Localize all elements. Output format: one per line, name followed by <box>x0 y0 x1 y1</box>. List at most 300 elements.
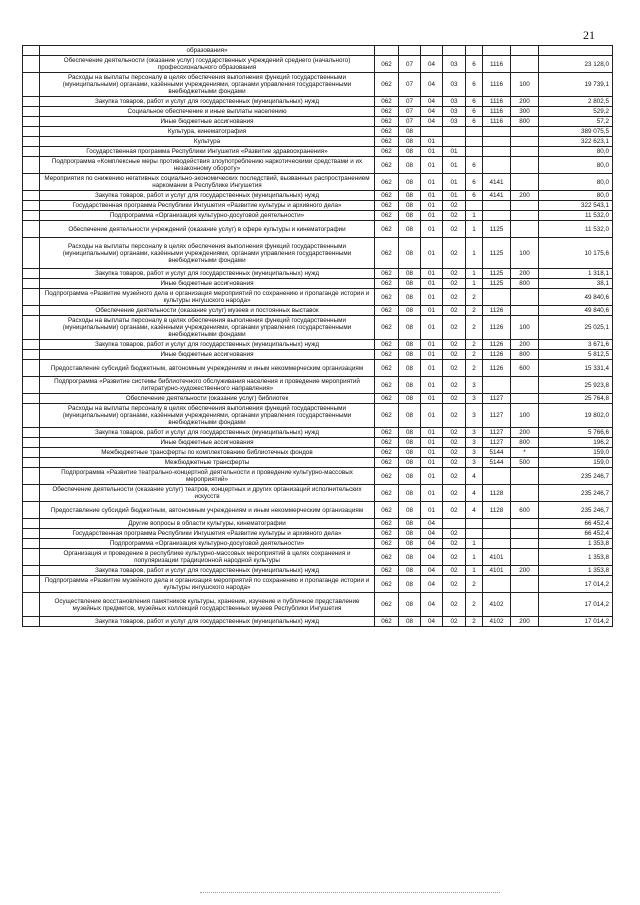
row-margin-cell <box>23 340 40 350</box>
expense-type-code-cell <box>511 289 539 306</box>
amount-cell <box>539 46 613 56</box>
subsection-code-cell: 04 <box>421 576 443 593</box>
table-row <box>23 428 613 438</box>
ministry-code-cell: 062 <box>375 360 399 377</box>
ministry-code-cell: 062 <box>375 458 399 468</box>
subprogram-code-cell: 1 <box>466 539 483 549</box>
row-name-cell: Иные бюджетные ассигнования <box>40 350 375 360</box>
ministry-code-cell: 062 <box>375 438 399 448</box>
program-code-cell: 03 <box>443 56 466 73</box>
section-code-cell: 08 <box>399 502 421 519</box>
table-row <box>23 107 613 117</box>
footer-dotted-line <box>200 892 500 893</box>
section-code-cell: 08 <box>399 269 421 279</box>
subprogram-code-cell: 2 <box>466 576 483 593</box>
table-row <box>23 458 613 468</box>
subprogram-code-cell: 3 <box>466 438 483 448</box>
target-code-cell <box>483 529 511 539</box>
target-code-cell: 4101 <box>483 549 511 566</box>
subprogram-code-cell: 3 <box>466 394 483 404</box>
subsection-code-cell: 01 <box>421 306 443 316</box>
expense-type-code-cell <box>511 211 539 221</box>
row-name-cell: Закупка товаров, работ и услуг для государственных (муниципальных) нужд <box>40 269 375 279</box>
row-name-cell: Межбюджетные трансферты по комплектованию библиотечных фондов <box>40 448 375 458</box>
program-code-cell: 01 <box>443 174 466 191</box>
program-code-cell: 03 <box>443 107 466 117</box>
subprogram-code-cell: 1 <box>466 279 483 289</box>
table-row <box>23 519 613 529</box>
row-margin-cell <box>23 566 40 576</box>
ministry-code-cell: 062 <box>375 279 399 289</box>
ministry-code-cell: 062 <box>375 137 399 147</box>
row-margin-cell <box>23 117 40 127</box>
row-margin-cell <box>23 617 40 627</box>
section-code-cell: 07 <box>399 117 421 127</box>
amount-cell: 25 923,8 <box>539 377 613 394</box>
amount-cell: 80,0 <box>539 191 613 201</box>
target-code-cell <box>483 147 511 157</box>
section-code-cell: 08 <box>399 438 421 448</box>
row-name-cell: Мероприятия по снижению негативных социально-экономических последствий, вызванных распространением наркомании в Республике Ингушетия <box>40 174 375 191</box>
subprogram-code-cell: 1 <box>466 211 483 221</box>
ministry-code-cell: 062 <box>375 56 399 73</box>
table-row <box>23 157 613 174</box>
target-code-cell: 1126 <box>483 350 511 360</box>
amount-cell: 23 128,0 <box>539 56 613 73</box>
ministry-code-cell: 062 <box>375 238 399 269</box>
subprogram-code-cell: 6 <box>466 157 483 174</box>
expense-type-code-cell <box>511 539 539 549</box>
expense-type-code-cell <box>511 529 539 539</box>
subsection-code-cell: 01 <box>421 428 443 438</box>
row-margin-cell <box>23 404 40 428</box>
table-row <box>23 289 613 306</box>
expense-type-code-cell: 100 <box>511 316 539 340</box>
amount-cell: 389 075,5 <box>539 127 613 137</box>
section-code-cell: 08 <box>399 458 421 468</box>
target-code-cell: 1128 <box>483 485 511 502</box>
section-code-cell: 07 <box>399 73 421 97</box>
program-code-cell: 02 <box>443 221 466 238</box>
program-code-cell: 02 <box>443 485 466 502</box>
expense-type-code-cell: 300 <box>511 107 539 117</box>
section-code-cell: 08 <box>399 377 421 394</box>
row-margin-cell <box>23 360 40 377</box>
expense-type-code-cell <box>511 519 539 529</box>
amount-cell: 235 246,7 <box>539 485 613 502</box>
table-row <box>23 539 613 549</box>
program-code-cell: 02 <box>443 539 466 549</box>
table-row <box>23 340 613 350</box>
section-code-cell: 08 <box>399 316 421 340</box>
subprogram-code-cell: 4 <box>466 485 483 502</box>
target-code-cell <box>483 539 511 549</box>
target-code-cell: 4141 <box>483 174 511 191</box>
section-code-cell: 08 <box>399 549 421 566</box>
target-code-cell: 1116 <box>483 117 511 127</box>
target-code-cell: 1126 <box>483 306 511 316</box>
subsection-code-cell: 01 <box>421 157 443 174</box>
target-code-cell: 1126 <box>483 316 511 340</box>
expense-type-code-cell: 600 <box>511 360 539 377</box>
amount-cell: 235 246,7 <box>539 502 613 519</box>
expense-type-code-cell <box>511 394 539 404</box>
subprogram-code-cell: 3 <box>466 377 483 394</box>
target-code-cell: 5144 <box>483 458 511 468</box>
row-name-cell: Иные бюджетные ассигнования <box>40 438 375 448</box>
amount-cell: 5 766,6 <box>539 428 613 438</box>
table-row <box>23 127 613 137</box>
ministry-code-cell: 062 <box>375 289 399 306</box>
target-code-cell <box>483 127 511 137</box>
row-name-cell: Закупка товаров, работ и услуг для государственных (муниципальных) нужд <box>40 428 375 438</box>
amount-cell: 322 543,1 <box>539 201 613 211</box>
subprogram-code-cell: 3 <box>466 428 483 438</box>
section-code-cell: 08 <box>399 201 421 211</box>
target-code-cell: 4101 <box>483 566 511 576</box>
target-code-cell: 1125 <box>483 238 511 269</box>
subsection-code-cell: 01 <box>421 360 443 377</box>
row-margin-cell <box>23 468 40 485</box>
section-code-cell: 08 <box>399 340 421 350</box>
row-name-cell: Иные бюджетные ассигнования <box>40 117 375 127</box>
table-row <box>23 438 613 448</box>
section-code-cell: 08 <box>399 127 421 137</box>
subsection-code-cell: 01 <box>421 404 443 428</box>
row-margin-cell <box>23 73 40 97</box>
table-row <box>23 350 613 360</box>
program-code-cell: 02 <box>443 360 466 377</box>
target-code-cell: 1116 <box>483 97 511 107</box>
section-code-cell: 07 <box>399 97 421 107</box>
subprogram-code-cell: 2 <box>466 340 483 350</box>
row-margin-cell <box>23 458 40 468</box>
section-code-cell: 08 <box>399 566 421 576</box>
program-code-cell: 02 <box>443 617 466 627</box>
subsection-code-cell: 04 <box>421 593 443 617</box>
expense-type-code-cell <box>511 221 539 238</box>
program-code-cell: 02 <box>443 428 466 438</box>
target-code-cell: 1126 <box>483 340 511 350</box>
expense-type-code-cell: 500 <box>511 458 539 468</box>
target-code-cell <box>483 211 511 221</box>
program-code-cell: 02 <box>443 211 466 221</box>
expense-type-code-cell <box>511 174 539 191</box>
ministry-code-cell: 062 <box>375 211 399 221</box>
ministry-code-cell: 062 <box>375 269 399 279</box>
section-code-cell: 07 <box>399 56 421 73</box>
subprogram-code-cell: 2 <box>466 593 483 617</box>
section-code-cell: 08 <box>399 306 421 316</box>
amount-cell: 17 014,2 <box>539 593 613 617</box>
subprogram-code-cell: 1 <box>466 238 483 269</box>
section-code-cell: 08 <box>399 576 421 593</box>
ministry-code-cell: 062 <box>375 448 399 458</box>
row-margin-cell <box>23 438 40 448</box>
row-margin-cell <box>23 269 40 279</box>
table-row <box>23 147 613 157</box>
row-name-cell: Обеспечение деятельности (оказание услуг) музеев и постоянных выставок <box>40 306 375 316</box>
target-code-cell: 1116 <box>483 56 511 73</box>
amount-cell: 19 739,1 <box>539 73 613 97</box>
section-code-cell: 08 <box>399 394 421 404</box>
row-name-cell: Подпрограмма «Развитие музейного дела и организация мероприятий по сохранению и пропаганде истории и культуры ингушского народа» <box>40 289 375 306</box>
subsection-code-cell: 04 <box>421 529 443 539</box>
program-code-cell: 02 <box>443 238 466 269</box>
subprogram-code-cell: 2 <box>466 306 483 316</box>
row-margin-cell <box>23 201 40 211</box>
target-code-cell: 4102 <box>483 617 511 627</box>
ministry-code-cell: 062 <box>375 174 399 191</box>
row-name-cell: Расходы на выплаты персоналу в целях обеспечения выполнения функций государственными (муниципальными) органами, казёнными учреждениями, органами управления государственными внебюджетными фондами <box>40 316 375 340</box>
subprogram-code-cell: 2 <box>466 289 483 306</box>
ministry-code-cell: 062 <box>375 519 399 529</box>
section-code-cell: 08 <box>399 468 421 485</box>
amount-cell: 529,2 <box>539 107 613 117</box>
subprogram-code-cell: 6 <box>466 73 483 97</box>
row-margin-cell <box>23 107 40 117</box>
row-name-cell: Государственная программа Республики Ингушетия «Развитие культуры и архивного дела» <box>40 201 375 211</box>
ministry-code-cell: 062 <box>375 306 399 316</box>
expense-type-code-cell <box>511 377 539 394</box>
row-margin-cell <box>23 316 40 340</box>
subsection-code-cell: 01 <box>421 468 443 485</box>
ministry-code-cell: 062 <box>375 502 399 519</box>
ministry-code-cell: 062 <box>375 117 399 127</box>
ministry-code-cell: 062 <box>375 340 399 350</box>
row-name-cell: Подпрограмма «Развитие театрально-концертной деятельности и проведение культурно-массовых мероприятий» <box>40 468 375 485</box>
subsection-code-cell: 01 <box>421 340 443 350</box>
subprogram-code-cell: 2 <box>466 617 483 627</box>
row-margin-cell <box>23 147 40 157</box>
expense-type-code-cell <box>511 485 539 502</box>
row-name-cell: Подпрограмма «Развитие музейного дела и организация мероприятий по сохранению и пропаганде истории и культуры ингушского народа» <box>40 576 375 593</box>
section-code-cell: 08 <box>399 539 421 549</box>
program-code-cell: 03 <box>443 97 466 107</box>
table-row <box>23 404 613 428</box>
table-row <box>23 97 613 107</box>
row-margin-cell <box>23 56 40 73</box>
program-code-cell <box>443 519 466 529</box>
expense-type-code-cell <box>511 306 539 316</box>
subprogram-code-cell: 6 <box>466 174 483 191</box>
subsection-code-cell: 01 <box>421 438 443 448</box>
table-row <box>23 549 613 566</box>
expense-type-code-cell: 200 <box>511 566 539 576</box>
subsection-code-cell: 01 <box>421 201 443 211</box>
program-code-cell: 02 <box>443 502 466 519</box>
table-row <box>23 306 613 316</box>
budget-table-body <box>23 46 613 627</box>
target-code-cell: 1128 <box>483 502 511 519</box>
amount-cell: 80,0 <box>539 147 613 157</box>
program-code-cell <box>443 137 466 147</box>
table-row <box>23 46 613 56</box>
row-name-cell: Обеспечение деятельности учреждений (оказание услуг) в сфере культуры и кинематографии <box>40 221 375 238</box>
table-row <box>23 360 613 377</box>
subprogram-code-cell <box>466 529 483 539</box>
expense-type-code-cell <box>511 157 539 174</box>
amount-cell: 11 532,0 <box>539 211 613 221</box>
program-code-cell: 02 <box>443 306 466 316</box>
expense-type-code-cell: 200 <box>511 97 539 107</box>
subprogram-code-cell: 3 <box>466 458 483 468</box>
subsection-code-cell: 04 <box>421 617 443 627</box>
subsection-code-cell: 01 <box>421 316 443 340</box>
target-code-cell <box>483 377 511 394</box>
program-code-cell: 02 <box>443 566 466 576</box>
program-code-cell: 03 <box>443 73 466 97</box>
target-code-cell <box>483 519 511 529</box>
section-code-cell: 07 <box>399 107 421 117</box>
subsection-code-cell: 04 <box>421 97 443 107</box>
ministry-code-cell: 062 <box>375 316 399 340</box>
table-row <box>23 316 613 340</box>
target-code-cell: 1125 <box>483 279 511 289</box>
subsection-code-cell: 04 <box>421 107 443 117</box>
section-code-cell: 08 <box>399 174 421 191</box>
amount-cell: 159,0 <box>539 458 613 468</box>
subsection-code-cell: 01 <box>421 502 443 519</box>
row-name-cell: Государственная программа Республики Ингушетия «Развитие культуры и архивного дела» <box>40 529 375 539</box>
target-code-cell: 1127 <box>483 404 511 428</box>
expense-type-code-cell: 800 <box>511 350 539 360</box>
program-code-cell: 01 <box>443 147 466 157</box>
amount-cell: 196,2 <box>539 438 613 448</box>
ministry-code-cell: 062 <box>375 191 399 201</box>
table-row <box>23 279 613 289</box>
target-code-cell: 1116 <box>483 107 511 117</box>
subsection-code-cell: 01 <box>421 485 443 502</box>
expense-type-code-cell <box>511 56 539 73</box>
section-code-cell: 08 <box>399 279 421 289</box>
table-row <box>23 117 613 127</box>
expense-type-code-cell: 800 <box>511 438 539 448</box>
table-row <box>23 448 613 458</box>
row-name-cell: Расходы на выплаты персоналу в целях обеспечения выполнения функций государственными (муниципальными) органами, казёнными учреждениями, органами управления государственными внебюджетными фондами <box>40 404 375 428</box>
amount-cell: 1 353,8 <box>539 566 613 576</box>
program-code-cell <box>443 46 466 56</box>
table-row <box>23 576 613 593</box>
amount-cell: 1 318,1 <box>539 269 613 279</box>
program-code-cell <box>443 127 466 137</box>
section-code-cell: 08 <box>399 529 421 539</box>
expense-type-code-cell: 200 <box>511 269 539 279</box>
row-name-cell: Подпрограмма «Комплексные меры противодействия злоупотреблению наркотическими средствами и их незаконному обороту» <box>40 157 375 174</box>
table-row <box>23 394 613 404</box>
subsection-code-cell: 04 <box>421 117 443 127</box>
expense-type-code-cell: 100 <box>511 73 539 97</box>
amount-cell: 17 014,2 <box>539 576 613 593</box>
section-code-cell: 08 <box>399 485 421 502</box>
subsection-code-cell: 01 <box>421 269 443 279</box>
amount-cell: 2 802,5 <box>539 97 613 107</box>
program-code-cell: 02 <box>443 438 466 448</box>
subprogram-code-cell: 1 <box>466 566 483 576</box>
expense-type-code-cell <box>511 468 539 485</box>
expense-type-code-cell: 200 <box>511 428 539 438</box>
section-code-cell: 08 <box>399 221 421 238</box>
program-code-cell: 02 <box>443 269 466 279</box>
ministry-code-cell: 062 <box>375 127 399 137</box>
ministry-code-cell: 062 <box>375 107 399 117</box>
table-row <box>23 201 613 211</box>
section-code-cell: 08 <box>399 519 421 529</box>
table-row <box>23 191 613 201</box>
row-name-cell: Закупка товаров, работ и услуг для государственных (муниципальных) нужд <box>40 617 375 627</box>
subprogram-code-cell: 2 <box>466 316 483 340</box>
subprogram-code-cell <box>466 201 483 211</box>
program-code-cell: 03 <box>443 117 466 127</box>
row-margin-cell <box>23 127 40 137</box>
row-name-cell: образования» <box>40 46 375 56</box>
program-code-cell: 02 <box>443 529 466 539</box>
row-name-cell: Межбюджетные трансферты <box>40 458 375 468</box>
row-name-cell: Обеспечение деятельности (оказание услуг) государственных учреждений среднего (начального) профессионального образования <box>40 56 375 73</box>
row-margin-cell <box>23 549 40 566</box>
amount-cell: 1 353,8 <box>539 539 613 549</box>
subsection-code-cell: 01 <box>421 238 443 269</box>
row-margin-cell <box>23 137 40 147</box>
program-code-cell: 01 <box>443 191 466 201</box>
subprogram-code-cell: 4 <box>466 502 483 519</box>
expense-type-code-cell <box>511 576 539 593</box>
row-name-cell: Культура <box>40 137 375 147</box>
subprogram-code-cell: 2 <box>466 360 483 377</box>
ministry-code-cell: 062 <box>375 593 399 617</box>
amount-cell: 80,0 <box>539 174 613 191</box>
subprogram-code-cell: 6 <box>466 56 483 73</box>
section-code-cell: 08 <box>399 191 421 201</box>
target-code-cell <box>483 46 511 56</box>
program-code-cell: 02 <box>443 593 466 617</box>
subprogram-code-cell: 1 <box>466 269 483 279</box>
target-code-cell <box>483 137 511 147</box>
row-name-cell: Культура, кинематография <box>40 127 375 137</box>
page-number: 21 <box>583 28 595 42</box>
target-code-cell: 1127 <box>483 394 511 404</box>
ministry-code-cell: 062 <box>375 394 399 404</box>
subsection-code-cell: 01 <box>421 191 443 201</box>
amount-cell: 57,2 <box>539 117 613 127</box>
subprogram-code-cell: 6 <box>466 107 483 117</box>
subprogram-code-cell: 2 <box>466 350 483 360</box>
subprogram-code-cell <box>466 46 483 56</box>
program-code-cell: 02 <box>443 394 466 404</box>
ministry-code-cell: 062 <box>375 157 399 174</box>
row-name-cell: Закупка товаров, работ и услуг для государственных (муниципальных) нужд <box>40 340 375 350</box>
ministry-code-cell: 062 <box>375 576 399 593</box>
subsection-code-cell: 01 <box>421 174 443 191</box>
row-name-cell: Расходы на выплаты персоналу в целях обеспечения выполнения функций государственными (муниципальными) органами, казёнными учреждениями, органами управления государственными внебюджетными фондами <box>40 238 375 269</box>
row-margin-cell <box>23 502 40 519</box>
program-code-cell: 02 <box>443 340 466 350</box>
expense-type-code-cell <box>511 147 539 157</box>
section-code-cell <box>399 46 421 56</box>
program-code-cell: 02 <box>443 316 466 340</box>
expense-type-code-cell: 200 <box>511 191 539 201</box>
subprogram-code-cell <box>466 137 483 147</box>
row-margin-cell <box>23 377 40 394</box>
subsection-code-cell: 04 <box>421 519 443 529</box>
program-code-cell: 02 <box>443 201 466 211</box>
budget-table-container <box>22 45 612 627</box>
section-code-cell: 08 <box>399 289 421 306</box>
subsection-code-cell: 04 <box>421 566 443 576</box>
row-name-cell: Закупка товаров, работ и услуг для государственных (муниципальных) нужд <box>40 191 375 201</box>
row-name-cell: Подпрограмма «Развитие системы библиотечного обслуживания населения и проведение мероприятий литературно-художественного направления» <box>40 377 375 394</box>
row-margin-cell <box>23 519 40 529</box>
